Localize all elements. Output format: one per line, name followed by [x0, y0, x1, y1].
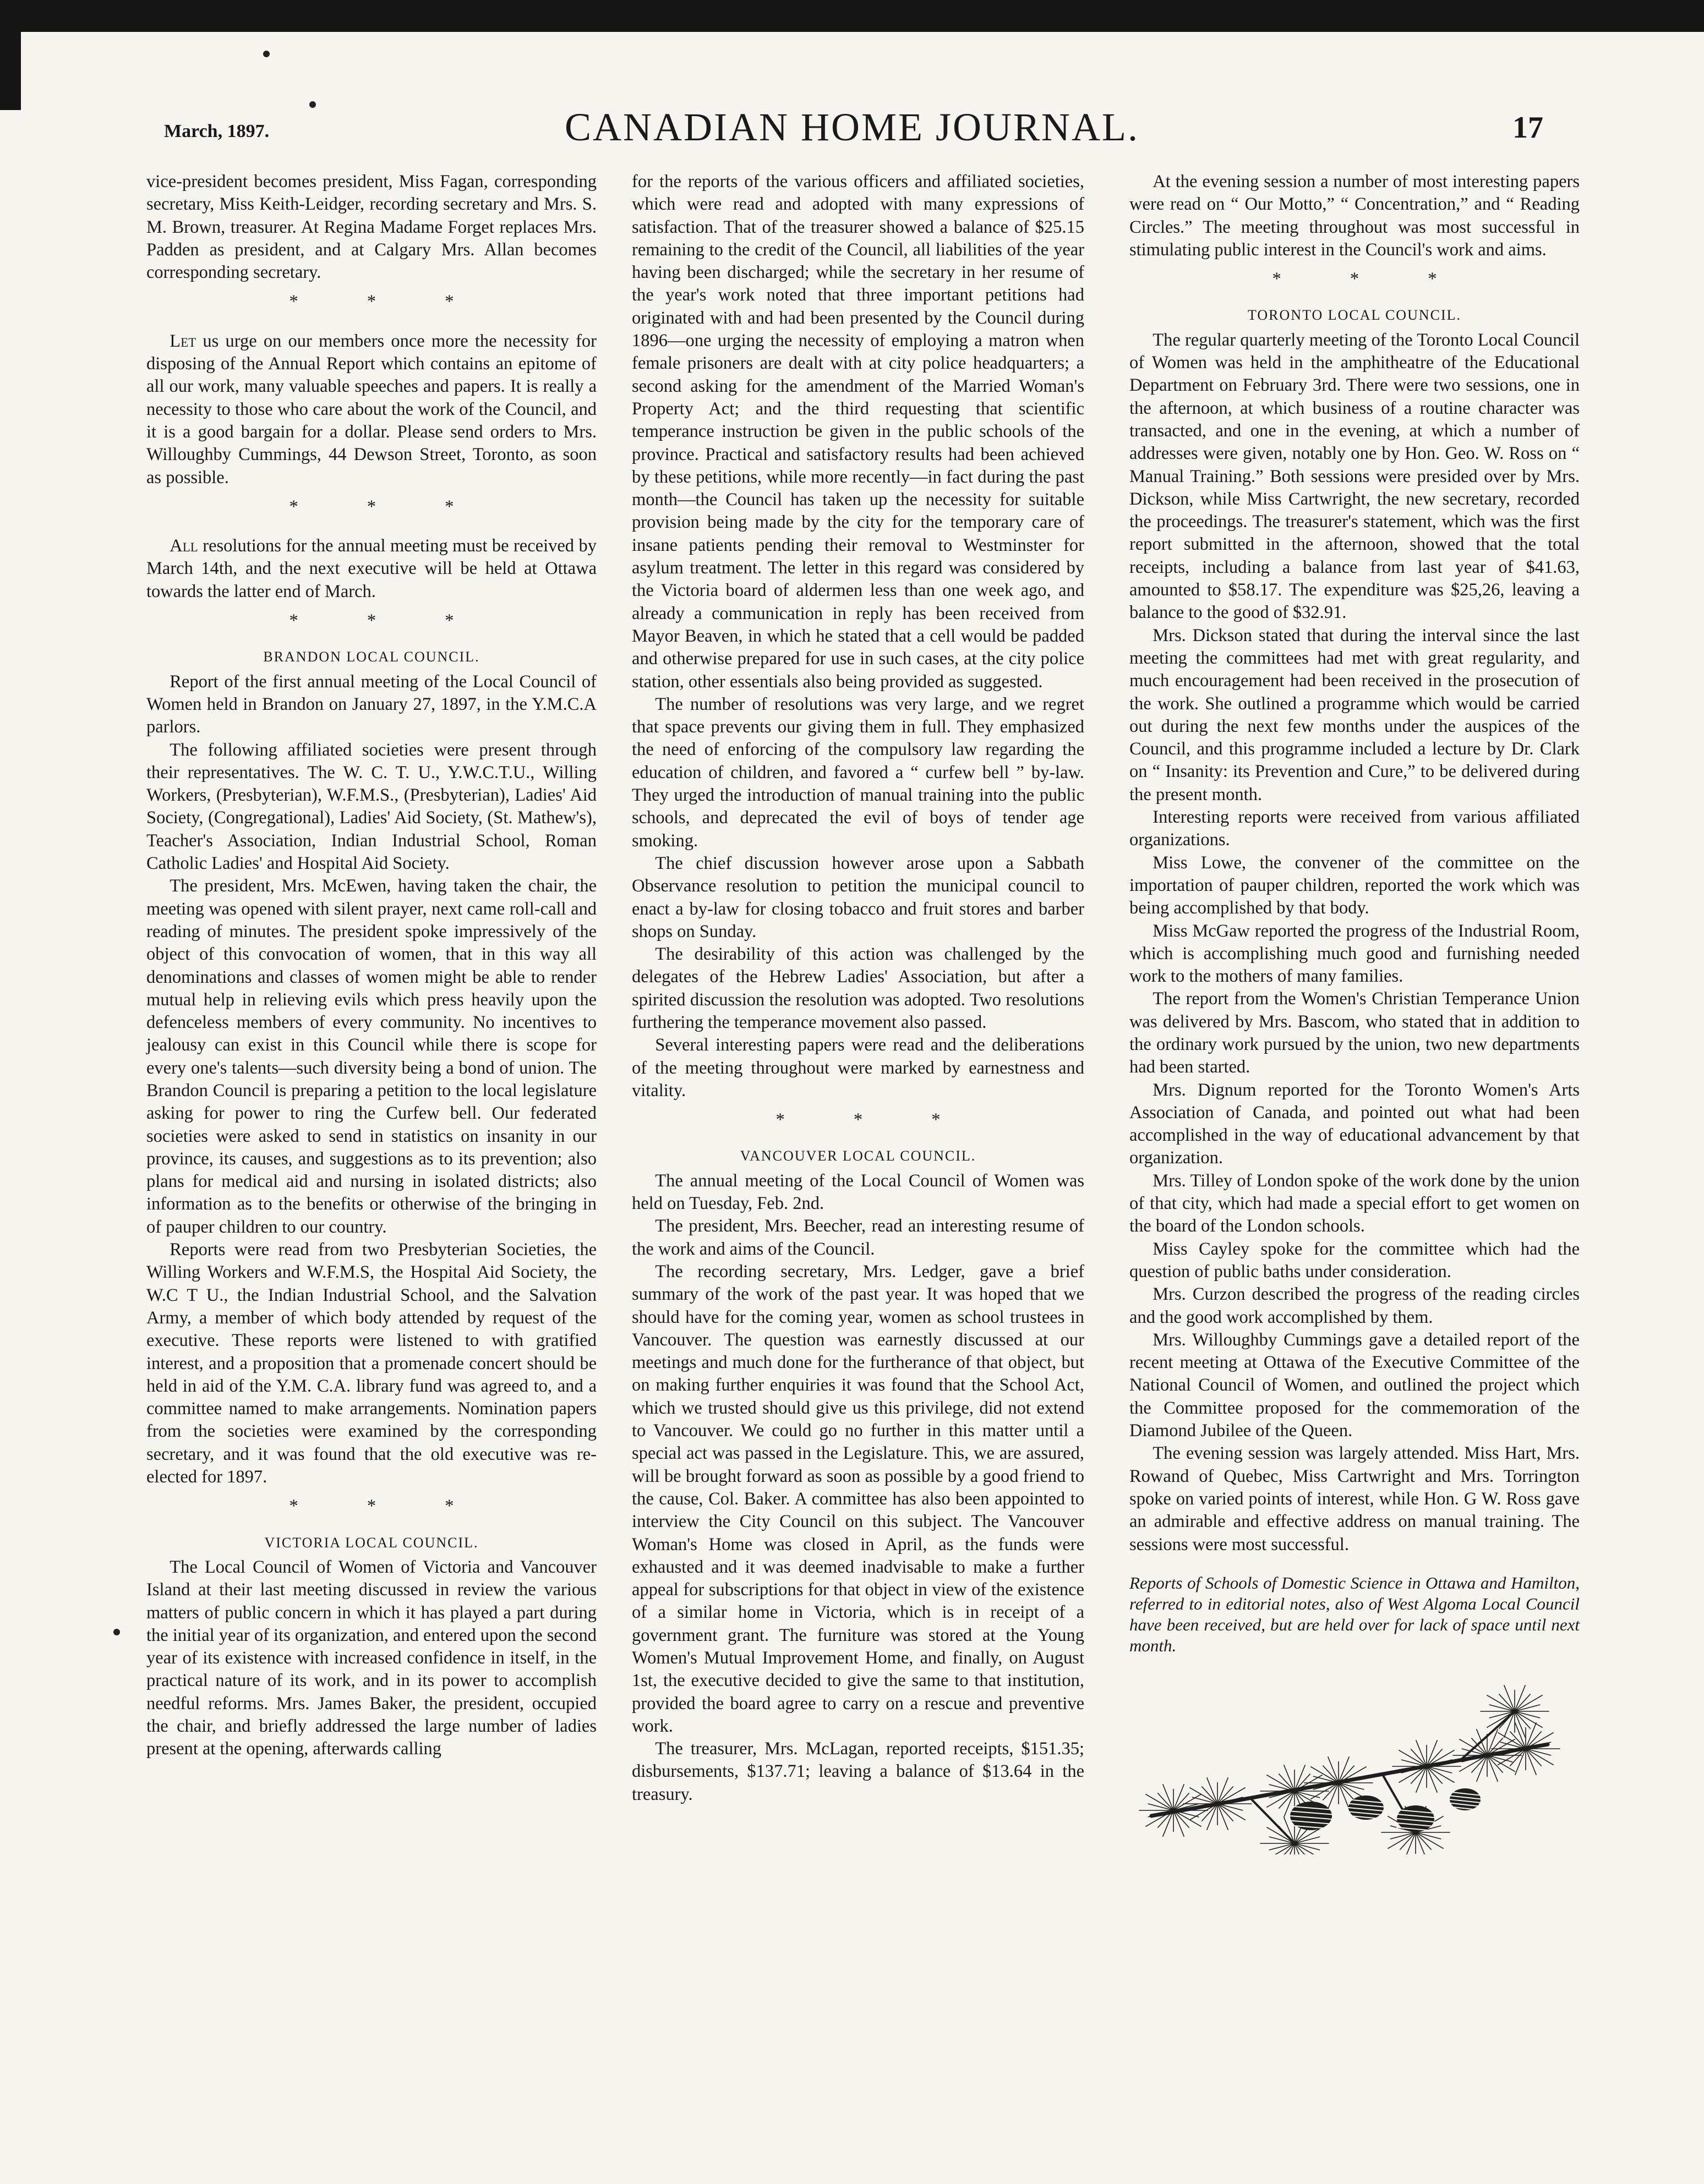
pine-stroke	[1489, 1705, 1515, 1711]
pine-stroke	[1207, 1804, 1217, 1830]
pine-stroke	[1515, 1711, 1530, 1728]
pine-stroke	[1295, 1843, 1320, 1850]
paragraph: for the reports of the various officers and affiliated societies, which were read and adopted with many expressions of satisfaction. That of the treasurer showed a balance of $25.15 remaining to the credit of the Council, all liabilities of the year having been discharged; while the secretary in her resume of the year's work noted that three important petitions had originated with and had been presented by the Council during 1896—one urging the necessity of employing a matron when female prisoners are dealt with at city police headquarters; a second asking for the amendment of the Married Woman's Property Act; and the third requesting that scientific temperance instruction be given in the public schools of the province. Practical and satisfactory results had been achieved by these petitions, while more recently—in fact during the past month—the Council has taken up the necessity for suitable provision being made by the city for the temporary care of insane patients pending their removal to Westminster for asylum treatment. The letter in this regard was considered by the Victoria board of aldermen less than one week ago, and already a communication in reply has been received from Mayor Beaven, in which he stated that a cell would be padded and otherwise prepared for use in such cases, at the city police station, other essentials also being provided as suggested.	[632, 172, 1084, 692]
column-1	[146, 171, 597, 1761]
pine-stroke	[1526, 1749, 1553, 1765]
top-border-rule	[0, 0, 1704, 32]
pine-stroke	[1427, 1766, 1437, 1792]
section-divider: * * *	[289, 611, 486, 631]
pine-stroke	[1279, 1826, 1295, 1843]
paragraph: Mrs. Curzon described the progress of the reading circles and the good work accomplished by them.	[1129, 1284, 1580, 1327]
paragraph: Report of the first annual meeting of the Local Council of Women held in Brandon on January 27, 1897, in the Y.M.C.A parlors.	[146, 671, 597, 737]
pine-stroke	[1515, 1749, 1526, 1775]
pine-stroke	[1217, 1804, 1233, 1821]
issue-date: March, 1897.	[164, 121, 270, 141]
pine-stroke	[1311, 1767, 1339, 1783]
pine-stroke	[1217, 1778, 1228, 1804]
column-2	[632, 171, 1084, 1806]
pine-stroke	[1515, 1711, 1540, 1718]
pine-stroke	[1217, 1804, 1243, 1810]
paragraph: The recording secretary, Mrs. Ledger, gave a brief summary of the work of the past year. It was hoped that we should have for the coming year, women as school trustees in Vancouver. The question was earnestly discussed at our meetings and much done for the furtherance of that object, but on making further enquiries it was found that the School Act, which we trusted should give us this privilege, did not extend to Vancouver. We could go no further in this matter until a special act was passed in the Legislature. This, we are assured, will be brought forward as soon as possible by a good friend to the cause, Col. Baker. A committee has also been appointed to interview the City Council on this subject. The Vancouver Woman's Home was closed in April, as the funds were exhausted and it was deemed inadvisable to make a further appeal for subscriptions for that object in view of the existence of a similar home in Victoria, which is in receipt of a government grant. The furniture was stored at the Young Women's Mutual Improvement Home, and finally, on August 1st, the executive decided to give the same to that institution, provided the board agree to carry on a rescue and preventive work.	[632, 1261, 1084, 1736]
pine-stroke	[1526, 1749, 1536, 1775]
pine-stroke	[1477, 1729, 1487, 1755]
pine-stroke	[1217, 1804, 1228, 1830]
paragraph: Miss Lowe, the convener of the committee on the importation of pauper children, reported the work which was being accomplished by that body.	[1129, 852, 1580, 918]
paragraph: The president, Mrs. McEwen, having taken the chair, the meeting was opened with silent prayer, next came roll-call and reading of minutes. The president spoke impressively of the object of this convocation of women, that in this way all denominations and classes of women might be able to render mutual help in relieving evils which press heavily upon the defenceless members of every community. No incentives to jealousy can exist in this Council while there is scope for every one's talents—such diversity being a bond of union. The Brandon Council is preparing a petition to the local legislature asking for power to ring the Curfew bell. Our federated societies were asked to send in statistics on insanity in our province, its causes, and suggestions as to its prevention; also plans for medical aid and nursing in isolated districts; also information as to the benefits or otherwise of the bringing in of pauper children to our country.	[146, 876, 597, 1237]
pine-stroke	[1269, 1785, 1295, 1791]
pine-stroke	[1269, 1843, 1295, 1850]
section-heading: VANCOUVER LOCAL COUNCIL.	[740, 1148, 976, 1164]
paragraph: Mrs. Willoughby Cummings gave a detailed report of the recent meeting at Ottawa of the Executive Committee of the National Council of Women, and outlined the project which the Committee proposed for the commemoration of the Diamond Jubilee of the Queen.	[1129, 1329, 1580, 1441]
pine-stroke	[1460, 1739, 1487, 1755]
section-divider: * * *	[1272, 269, 1469, 289]
paragraph: Mrs. Dignum reported for the Toronto Women's Arts Association of Canada, and pointed out what had been accomplished in the way of educational advancement by that organization.	[1129, 1080, 1580, 1168]
pine-stroke	[1158, 1793, 1173, 1810]
pine-stroke	[1515, 1711, 1542, 1727]
pine-stroke	[1416, 1832, 1441, 1839]
journal-title: CANADIAN HOME JOURNAL.	[565, 105, 1139, 149]
pine-stroke	[1339, 1783, 1354, 1800]
paragraph: At the evening session a number of most interesting papers were read on “ Our Motto,” “ Concentration,” and “ Reading Circles.” The meeting throughout was most successful in stimulating public interest in the Council's work and aims.	[1129, 172, 1580, 260]
pine-stroke	[1173, 1785, 1184, 1810]
pine-stroke	[1328, 1783, 1339, 1809]
pine-stroke	[1499, 1694, 1515, 1711]
pine-stroke	[1487, 1695, 1515, 1711]
pine-stroke	[1526, 1749, 1541, 1766]
pine-stroke	[1192, 1797, 1217, 1804]
paragraph: Interesting reports were received from various affiliated organizations.	[1129, 807, 1580, 850]
pine-stroke	[1416, 1740, 1427, 1766]
pine-stroke	[1400, 1832, 1416, 1849]
paragraph: Miss McGaw reported the progress of the Industrial Room, which is accomplishing much good and furnishing needed work to the mothers of many families.	[1129, 921, 1580, 987]
paragraph	[146, 535, 597, 603]
pine-stroke	[1173, 1810, 1189, 1827]
pine-stroke	[1313, 1776, 1339, 1783]
lead-word: Let	[170, 331, 196, 351]
pine-stroke	[1427, 1766, 1442, 1783]
paragraph: The number of resolutions was very large, and we regret that space prevents our giving them in full. They emphasized the need of enforcing of the compulsory law regarding the education of children, and favored a “ curfew bell ” by-law. They urged the introduction of manual training into the public schools, and deprecated the evil of boys of tender age smoking.	[632, 694, 1084, 851]
paragraph: The annual meeting of the Local Council of Women was held on Tuesday, Feb. 2nd.	[632, 1170, 1084, 1214]
paragraph: The president, Mrs. Beecher, read an interesting resume of the work and aims of the Council.	[632, 1216, 1084, 1259]
pine-stroke	[1515, 1685, 1525, 1711]
pine-stroke	[1267, 1775, 1295, 1791]
paragraph-text: us urge on our members once more the necessity for disposing of the Annual Report which contains an epitome of all our work, many valuable speeches and papers. It is really a necessity to those who care about the work of the Council, and it is a good bargain for a dollar. Please send orders to Mrs. Willoughby Cummings, 44 Dewson Street, Toronto, as soon as possible.	[146, 331, 597, 488]
pine-stroke	[1416, 1766, 1427, 1792]
pine-stroke	[1279, 1774, 1295, 1791]
paragraph: The Local Council of Women of Victoria and Vancouver Island at their last meeting discussed in review the various matters of public concern in which it has played a part during the initial year of its organization, and entered upon the second year of its existence with increased confidence in itself, in the practical nature of its work, and in its power to accomplish needful reforms. Mrs. James Baker, the president, occupied the chair, and briefly addressed the large number of ladies present at the opening, afterwards calling	[146, 1557, 597, 1759]
section-divider: * * *	[289, 292, 486, 312]
section-heading: VICTORIA LOCAL COUNCIL.	[264, 1534, 479, 1551]
pine-stroke	[1504, 1685, 1515, 1711]
pine-stroke	[1217, 1804, 1245, 1820]
pine-stroke	[1173, 1810, 1201, 1826]
paragraph: Several interesting papers were read and the deliberations of the meeting throughout were marked by earnestness and vitality.	[632, 1035, 1084, 1101]
pine-stroke	[1148, 1804, 1173, 1810]
pine-branch-with-cones-icon	[1129, 1678, 1570, 1854]
pine-stroke	[1427, 1740, 1437, 1766]
paragraph: Mrs. Tilley of London spoke of the work done by the union of that city, which had made a special effort to get women on the board of the London schools.	[1129, 1170, 1580, 1236]
paragraph-text: resolutions for the annual meeting must be received by March 14th, and the next executive will be held at Ottawa towards the latter end of March.	[146, 536, 597, 601]
pine-stroke	[1401, 1760, 1427, 1766]
pine-stroke	[1388, 1832, 1416, 1848]
paragraph	[146, 330, 597, 489]
pine-stroke	[1323, 1766, 1339, 1783]
paragraph: Mrs. Dickson stated that during the interval since the last meeting the committees had met with great regularity, and much encouragement had been received in the prosecution of the work. She outlined a programme which would be carried out during the next few months under the auspices of the Council, and this programme included a lecture by Dr. Clark on “ Insanity: its Prevention and Cure,” to be delivered during the present month.	[1129, 625, 1580, 804]
pine-stroke	[1295, 1791, 1320, 1798]
paragraph: The report from the Women's Christian Temperance Union was delivered by Mrs. Bascom, who stated that in addition to the ordinary work pursued by the union, two new departments had been started.	[1129, 989, 1580, 1077]
pine-stroke	[1339, 1783, 1349, 1809]
pine-stroke	[1526, 1749, 1551, 1755]
pine-stroke	[1339, 1783, 1364, 1789]
pine-stroke	[1295, 1837, 1320, 1843]
pine-stroke	[1202, 1787, 1217, 1804]
pine-stroke	[1515, 1695, 1542, 1711]
lead-word: All	[170, 536, 198, 556]
pine-stroke	[1499, 1711, 1515, 1728]
pine-stroke	[1284, 1765, 1295, 1791]
ink-speck	[113, 1629, 120, 1635]
pine-stroke	[1399, 1750, 1427, 1766]
column-3	[1129, 171, 1580, 1854]
pine-stroke	[1411, 1749, 1427, 1766]
pine-stroke	[1173, 1810, 1184, 1836]
paragraph: The evening session was largely attended. Miss Hart, Mrs. Rowand of Quebec, Miss Cartwright and Mrs. Torrington spoke on varied points of interest, while Hon. G W. Ross gave an admirable and effective address on manual training. The sessions were most successful.	[1129, 1443, 1580, 1554]
pine-stroke	[1390, 1832, 1416, 1839]
pine-stroke	[1477, 1755, 1487, 1781]
section-heading: TORONTO LOCAL COUNCIL.	[1247, 307, 1462, 324]
pine-stroke	[1515, 1705, 1540, 1711]
paragraph: vice-president becomes president, Miss Fagan, corresponding secretary, Miss Keith-Leidger, recording secretary and Mrs. S. M. Brown, treasurer. At Regina Madame Forget replaces Mrs. Padden as president, and at Calgary Mrs. Allan becomes corresponding secretary.	[146, 172, 597, 283]
pine-stroke	[1328, 1757, 1339, 1783]
paragraph: The following affiliated societies were present through their representatives. The W. C. T. U., Y.W.C.T.U., Willing Workers, (Presbyterian), W.F.M.S., (Presbyterian), Ladies' Aid Society, (Congregational), Ladies' Aid Society, (St. Mathew's), Teacher's Association, Indian Industrial School, Roman Catholic Ladies' and Hospital Aid Society.	[146, 740, 597, 874]
ink-speck	[263, 51, 270, 57]
left-border-rule	[0, 0, 21, 110]
pine-stroke	[1515, 1711, 1525, 1737]
section-divider: * * *	[289, 496, 486, 517]
pine-stroke	[1515, 1723, 1526, 1749]
paragraph: The treasurer, Mrs. McLagan, reported receipts, $151.35; disbursements, $137.71; leaving a balance of $13.64 in the treasury.	[632, 1739, 1084, 1804]
pine-stroke	[1416, 1832, 1431, 1849]
paragraph: The regular quarterly meeting of the Toronto Local Council of Women was held in the amphitheatre of the Educational Department on February 3rd. There were two sessions, one in the afternoon, at which business of a routine character was transacted, and one in the evening, at which a number of addresses were given, notably one by Hon. Geo. W. Ross on “ Manual Training.” Both sessions were presided over by Mrs. Dickson, while Miss Cartwright, the new secretary, recorded the proceedings. The treasurer's statement, which was the first report submitted in the afternoon, showed that the total receipts, including a balance from last year of $41.63, amounted to $58.17. The expenditure was $25,26, leaving a balance to the good of $32.91.	[1129, 330, 1580, 623]
pine-stroke	[1190, 1788, 1217, 1804]
pine-stroke	[1427, 1766, 1452, 1773]
paragraph: The chief discussion however arose upon a Sabbath Observance resolution to petition the municipal council to enact a by-law for closing tobacco and fruit stores and barber shops on Sunday.	[632, 853, 1084, 942]
pine-stroke	[1146, 1794, 1173, 1810]
editorial-note: Reports of Schools of Domestic Science in Ottawa and Hamilton, referred to in editorial notes, also of West Algoma Local Council have been received, but are held over for lack of space until next month.	[1129, 1573, 1580, 1655]
pine-stroke	[1427, 1766, 1454, 1782]
pine-stroke	[1515, 1694, 1530, 1711]
paragraph: Miss Cayley spoke for the committee which had the question of public baths under consideration.	[1129, 1239, 1580, 1282]
pine-stroke	[1163, 1785, 1173, 1810]
paragraph: The desirability of this action was challenged by the delegates of the Hebrew Ladies' Association, but after a spirited discussion the resolution was adopted. Two resolutions furthering the temperance movement also passed.	[632, 944, 1084, 1032]
page-number: 17	[1512, 111, 1543, 145]
paragraph: Reports were read from two Presbyterian Societies, the Willing Workers and W.F.M.S, the Hospital Aid Society, the W.C T U., the Indian Industrial School, and the Salvation Army, a member of which body attended by request of the executive. These reports were listened to with gratified interest, and a proposition that a promenade concert should be held in aid of the Y.M. C.A. library fund was agreed to, and a committee named to make arrangements. Nomination papers from the societies were examined by the corresponding secretary, and it was found that the old executive was re-elected for 1897.	[146, 1240, 597, 1487]
pine-stroke	[1416, 1832, 1443, 1848]
pine-stroke	[1207, 1778, 1217, 1804]
section-divider: * * *	[289, 1496, 486, 1517]
section-heading: BRANDON LOCAL COUNCIL.	[263, 649, 480, 665]
section-divider: * * *	[775, 1110, 973, 1130]
pine-stroke	[1487, 1755, 1498, 1781]
